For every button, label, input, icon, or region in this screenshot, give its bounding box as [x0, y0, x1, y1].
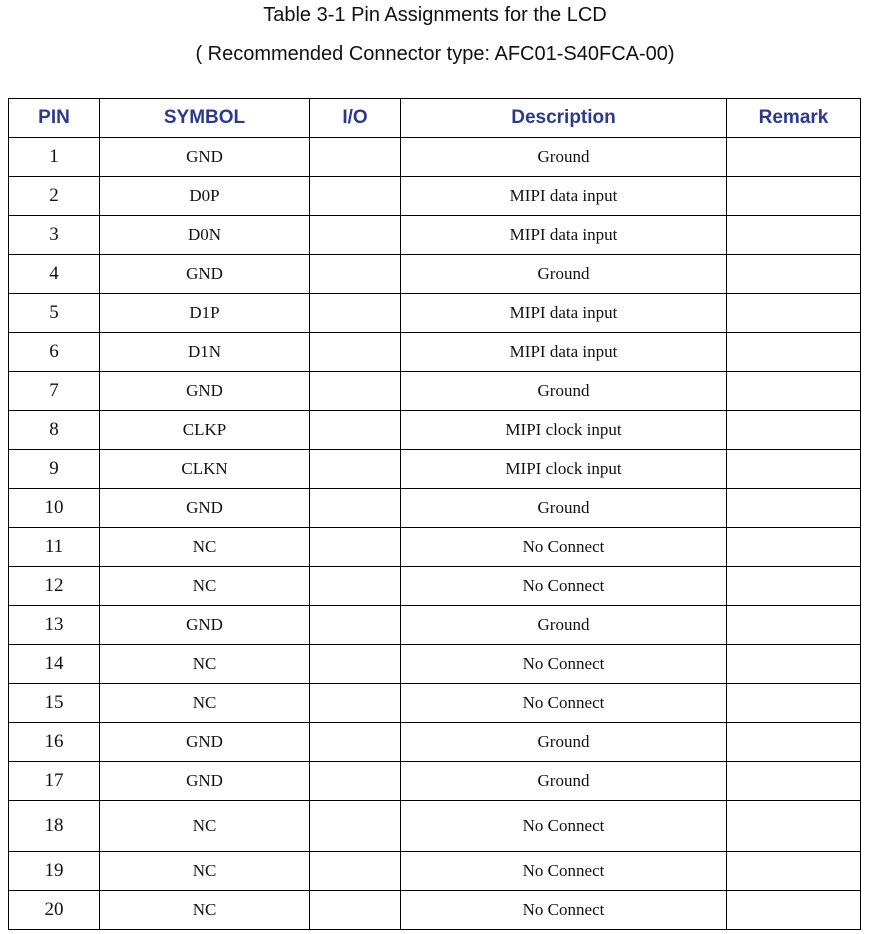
description-cell: Ground: [401, 138, 727, 177]
pin-cell: 20: [9, 891, 100, 930]
table-row: [9, 852, 861, 891]
pin-cell: 14: [9, 645, 100, 684]
io-cell: [310, 852, 401, 891]
table-row: [9, 489, 861, 528]
io-cell: [310, 801, 401, 852]
table-row: [9, 255, 861, 294]
table-body: [9, 138, 861, 930]
description-cell: MIPI clock input: [401, 411, 727, 450]
description-cell: Ground: [401, 372, 727, 411]
io-cell: [310, 333, 401, 372]
table-row: [9, 891, 861, 930]
description-cell: No Connect: [401, 684, 727, 723]
remark-cell: [727, 255, 861, 294]
io-cell: [310, 567, 401, 606]
symbol-cell: GND: [100, 372, 310, 411]
symbol-cell: CLKP: [100, 411, 310, 450]
io-cell: [310, 138, 401, 177]
header-description: Description: [401, 99, 727, 138]
table-row: [9, 528, 861, 567]
symbol-cell: NC: [100, 528, 310, 567]
remark-cell: [727, 138, 861, 177]
remark-cell: [727, 372, 861, 411]
symbol-cell: D1P: [100, 294, 310, 333]
description-cell: Ground: [401, 489, 727, 528]
description-cell: MIPI data input: [401, 294, 727, 333]
io-cell: [310, 177, 401, 216]
table-row: [9, 138, 861, 177]
connector-subtitle: ( Recommended Connector type: AFC01-S40FCA-00): [195, 43, 675, 65]
remark-cell: [727, 450, 861, 489]
table-row: [9, 333, 861, 372]
remark-cell: [727, 411, 861, 450]
description-cell: MIPI data input: [401, 177, 727, 216]
symbol-cell: NC: [100, 567, 310, 606]
description-cell: MIPI data input: [401, 333, 727, 372]
pin-cell: 2: [9, 177, 100, 216]
pin-cell: 12: [9, 567, 100, 606]
remark-cell: [727, 852, 861, 891]
io-cell: [310, 216, 401, 255]
io-cell: [310, 255, 401, 294]
pin-cell: 17: [9, 762, 100, 801]
description-cell: No Connect: [401, 645, 727, 684]
symbol-cell: GND: [100, 606, 310, 645]
table-row: [9, 177, 861, 216]
description-cell: Ground: [401, 762, 727, 801]
description-cell: No Connect: [401, 852, 727, 891]
pin-assignment-table: [8, 98, 861, 930]
description-cell: Ground: [401, 723, 727, 762]
remark-cell: [727, 891, 861, 930]
pin-cell: 11: [9, 528, 100, 567]
remark-cell: [727, 645, 861, 684]
io-cell: [310, 528, 401, 567]
description-cell: Ground: [401, 606, 727, 645]
symbol-cell: NC: [100, 684, 310, 723]
symbol-cell: NC: [100, 801, 310, 852]
io-cell: [310, 411, 401, 450]
description-cell: No Connect: [401, 801, 727, 852]
table-title: Table 3-1 Pin Assignments for the LCD: [263, 4, 607, 26]
table-row: [9, 801, 861, 852]
symbol-cell: GND: [100, 762, 310, 801]
symbol-cell: GND: [100, 723, 310, 762]
symbol-cell: NC: [100, 891, 310, 930]
table-row: [9, 645, 861, 684]
remark-cell: [727, 762, 861, 801]
io-cell: [310, 489, 401, 528]
pin-cell: 15: [9, 684, 100, 723]
table-row: [9, 372, 861, 411]
table-row: [9, 294, 861, 333]
pin-cell: 6: [9, 333, 100, 372]
pin-cell: 13: [9, 606, 100, 645]
symbol-cell: D0P: [100, 177, 310, 216]
pin-cell: 8: [9, 411, 100, 450]
symbol-cell: D1N: [100, 333, 310, 372]
remark-cell: [727, 333, 861, 372]
table-row: [9, 411, 861, 450]
table-row: [9, 723, 861, 762]
description-cell: MIPI clock input: [401, 450, 727, 489]
description-cell: No Connect: [401, 891, 727, 930]
header-pin: PIN: [9, 99, 100, 138]
io-cell: [310, 372, 401, 411]
io-cell: [310, 891, 401, 930]
pin-cell: 10: [9, 489, 100, 528]
io-cell: [310, 684, 401, 723]
pin-cell: 18: [9, 801, 100, 852]
symbol-cell: GND: [100, 255, 310, 294]
pin-cell: 1: [9, 138, 100, 177]
table-row: [9, 450, 861, 489]
remark-cell: [727, 801, 861, 852]
symbol-cell: D0N: [100, 216, 310, 255]
remark-cell: [727, 606, 861, 645]
io-cell: [310, 645, 401, 684]
pin-cell: 7: [9, 372, 100, 411]
pin-cell: 19: [9, 852, 100, 891]
symbol-cell: NC: [100, 645, 310, 684]
table-row: [9, 606, 861, 645]
symbol-cell: NC: [100, 852, 310, 891]
description-cell: No Connect: [401, 567, 727, 606]
io-cell: [310, 606, 401, 645]
pin-cell: 5: [9, 294, 100, 333]
remark-cell: [727, 567, 861, 606]
remark-cell: [727, 684, 861, 723]
header-row: [9, 99, 861, 138]
io-cell: [310, 723, 401, 762]
table-row: [9, 567, 861, 606]
table-header: [9, 99, 861, 138]
header-remark: Remark: [727, 99, 861, 138]
symbol-cell: GND: [100, 489, 310, 528]
table-row: [9, 762, 861, 801]
pin-cell: 4: [9, 255, 100, 294]
description-cell: Ground: [401, 255, 727, 294]
remark-cell: [727, 723, 861, 762]
symbol-cell: CLKN: [100, 450, 310, 489]
pin-cell: 16: [9, 723, 100, 762]
symbol-cell: GND: [100, 138, 310, 177]
remark-cell: [727, 294, 861, 333]
table-row: [9, 684, 861, 723]
remark-cell: [727, 216, 861, 255]
remark-cell: [727, 177, 861, 216]
remark-cell: [727, 528, 861, 567]
header-symbol: SYMBOL: [100, 99, 310, 138]
table-row: [9, 216, 861, 255]
description-cell: MIPI data input: [401, 216, 727, 255]
io-cell: [310, 762, 401, 801]
remark-cell: [727, 489, 861, 528]
io-cell: [310, 294, 401, 333]
pin-cell: 3: [9, 216, 100, 255]
pin-cell: 9: [9, 450, 100, 489]
io-cell: [310, 450, 401, 489]
header-io: I/O: [310, 99, 401, 138]
description-cell: No Connect: [401, 528, 727, 567]
